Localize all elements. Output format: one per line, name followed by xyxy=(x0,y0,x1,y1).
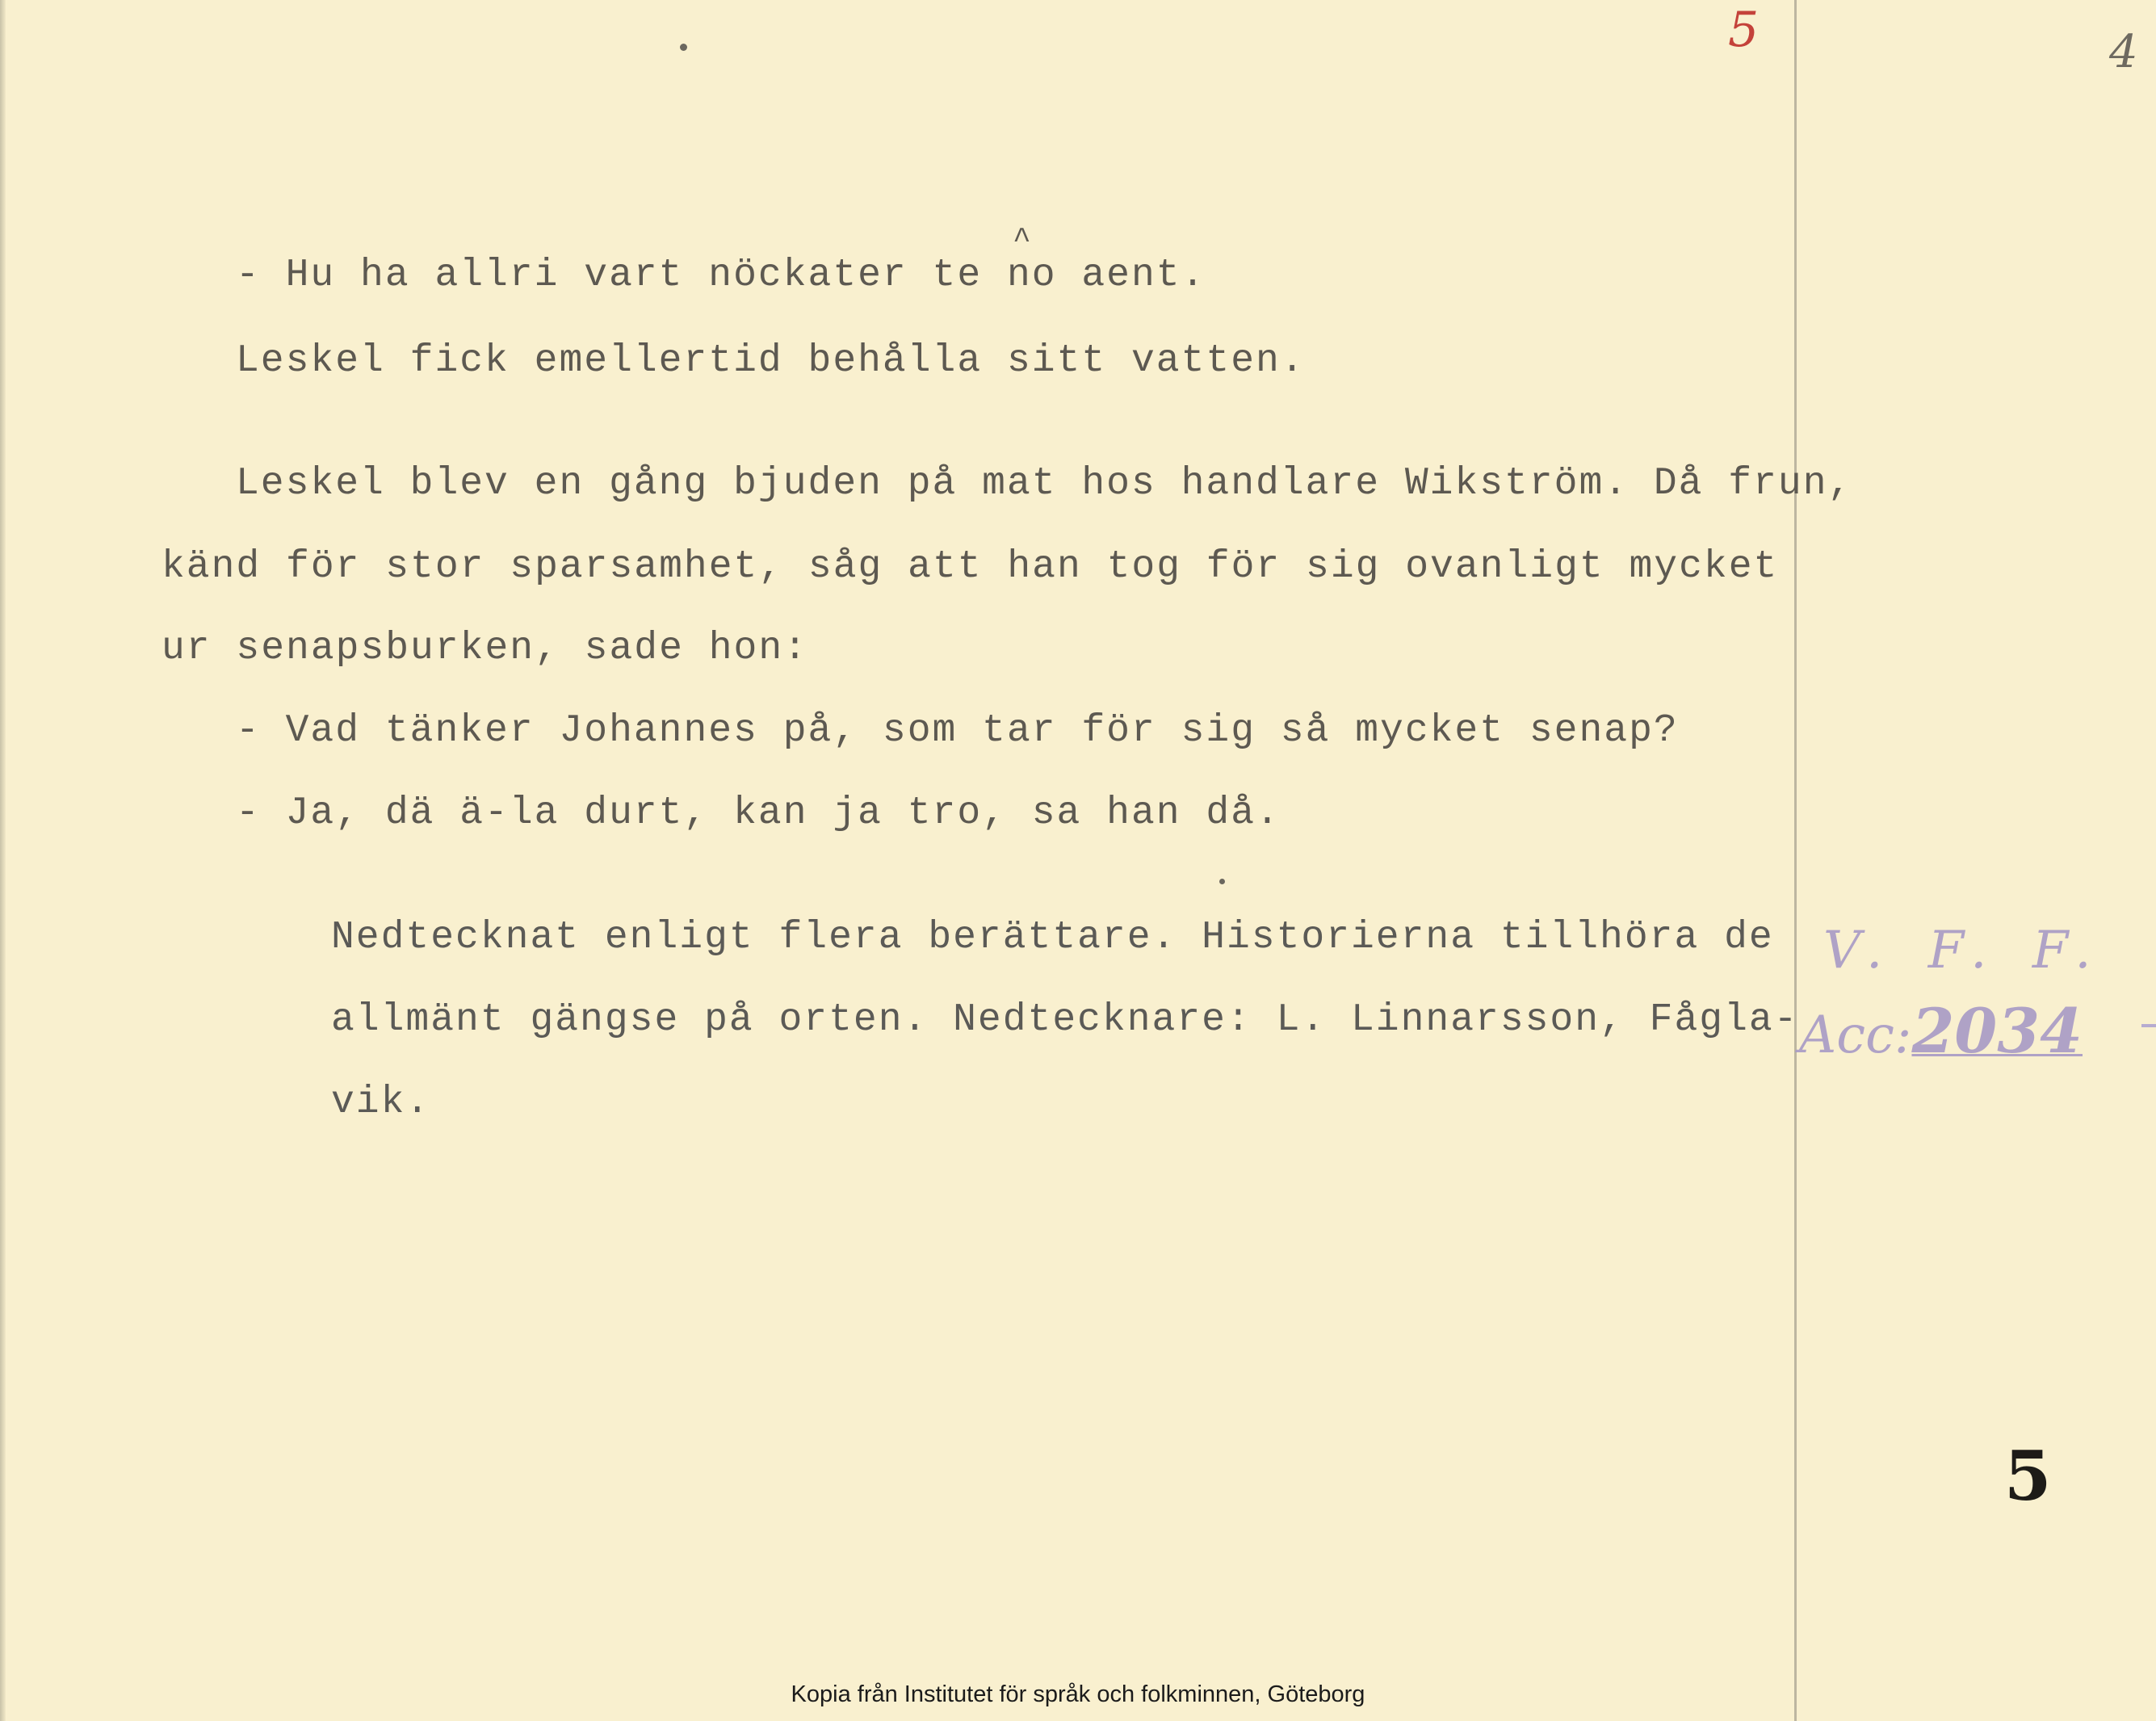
body-line-2: Leskel fick emellertid behålla sitt vatten. xyxy=(236,339,1306,383)
archive-stamp-vff: V. F. F. xyxy=(1823,921,2106,980)
body-line-1: - Hu ha allri vart nöckater te no aent. xyxy=(236,254,1206,297)
copy-footer: Kopia från Institutet för språk och folkminnen, Göteborg xyxy=(791,1681,1365,1707)
page-number-stamp: 5 xyxy=(2004,1436,2052,1516)
accession-number: 2034 xyxy=(1911,995,2083,1067)
page-number-red: 5 xyxy=(1728,2,1760,58)
body-line-6: - Vad tänker Johannes på, som tar för sig så mycket senap? xyxy=(236,709,1679,753)
body-line-7: - Ja, dä ä-la durt, kan ja tro, sa han då. xyxy=(236,791,1281,835)
circumflex-mark: ^ xyxy=(1013,223,1031,258)
note-line-2: allmänt gängse på orten. Nedtecknare: L. Linnarsson, Fågla- xyxy=(331,998,1799,1042)
accession-prefix: Acc: xyxy=(1799,1005,1912,1065)
note-line-3: vik. xyxy=(331,1081,431,1124)
body-line-4: känd för stor sparsamhet, såg att han tog för sig ovanligt mycket xyxy=(161,545,1779,589)
note-line-1: Nedtecknat enligt flera berättare. Historierna tillhöra de xyxy=(331,916,1774,959)
body-line-3: Leskel blev en gång bjuden på mat hos handlare Wikström. Då frun, xyxy=(236,462,1853,506)
margin-line xyxy=(1794,0,1797,1721)
ink-speck xyxy=(1219,879,1225,884)
page-left-edge xyxy=(0,0,6,1721)
stamp-dash xyxy=(2141,1024,2156,1027)
ink-speck xyxy=(680,44,687,51)
body-line-5: ur senapsburken, sade hon: xyxy=(161,627,808,670)
archive-stamp-accession xyxy=(1799,995,2083,1067)
page-number-corner: 4 xyxy=(2109,26,2138,78)
